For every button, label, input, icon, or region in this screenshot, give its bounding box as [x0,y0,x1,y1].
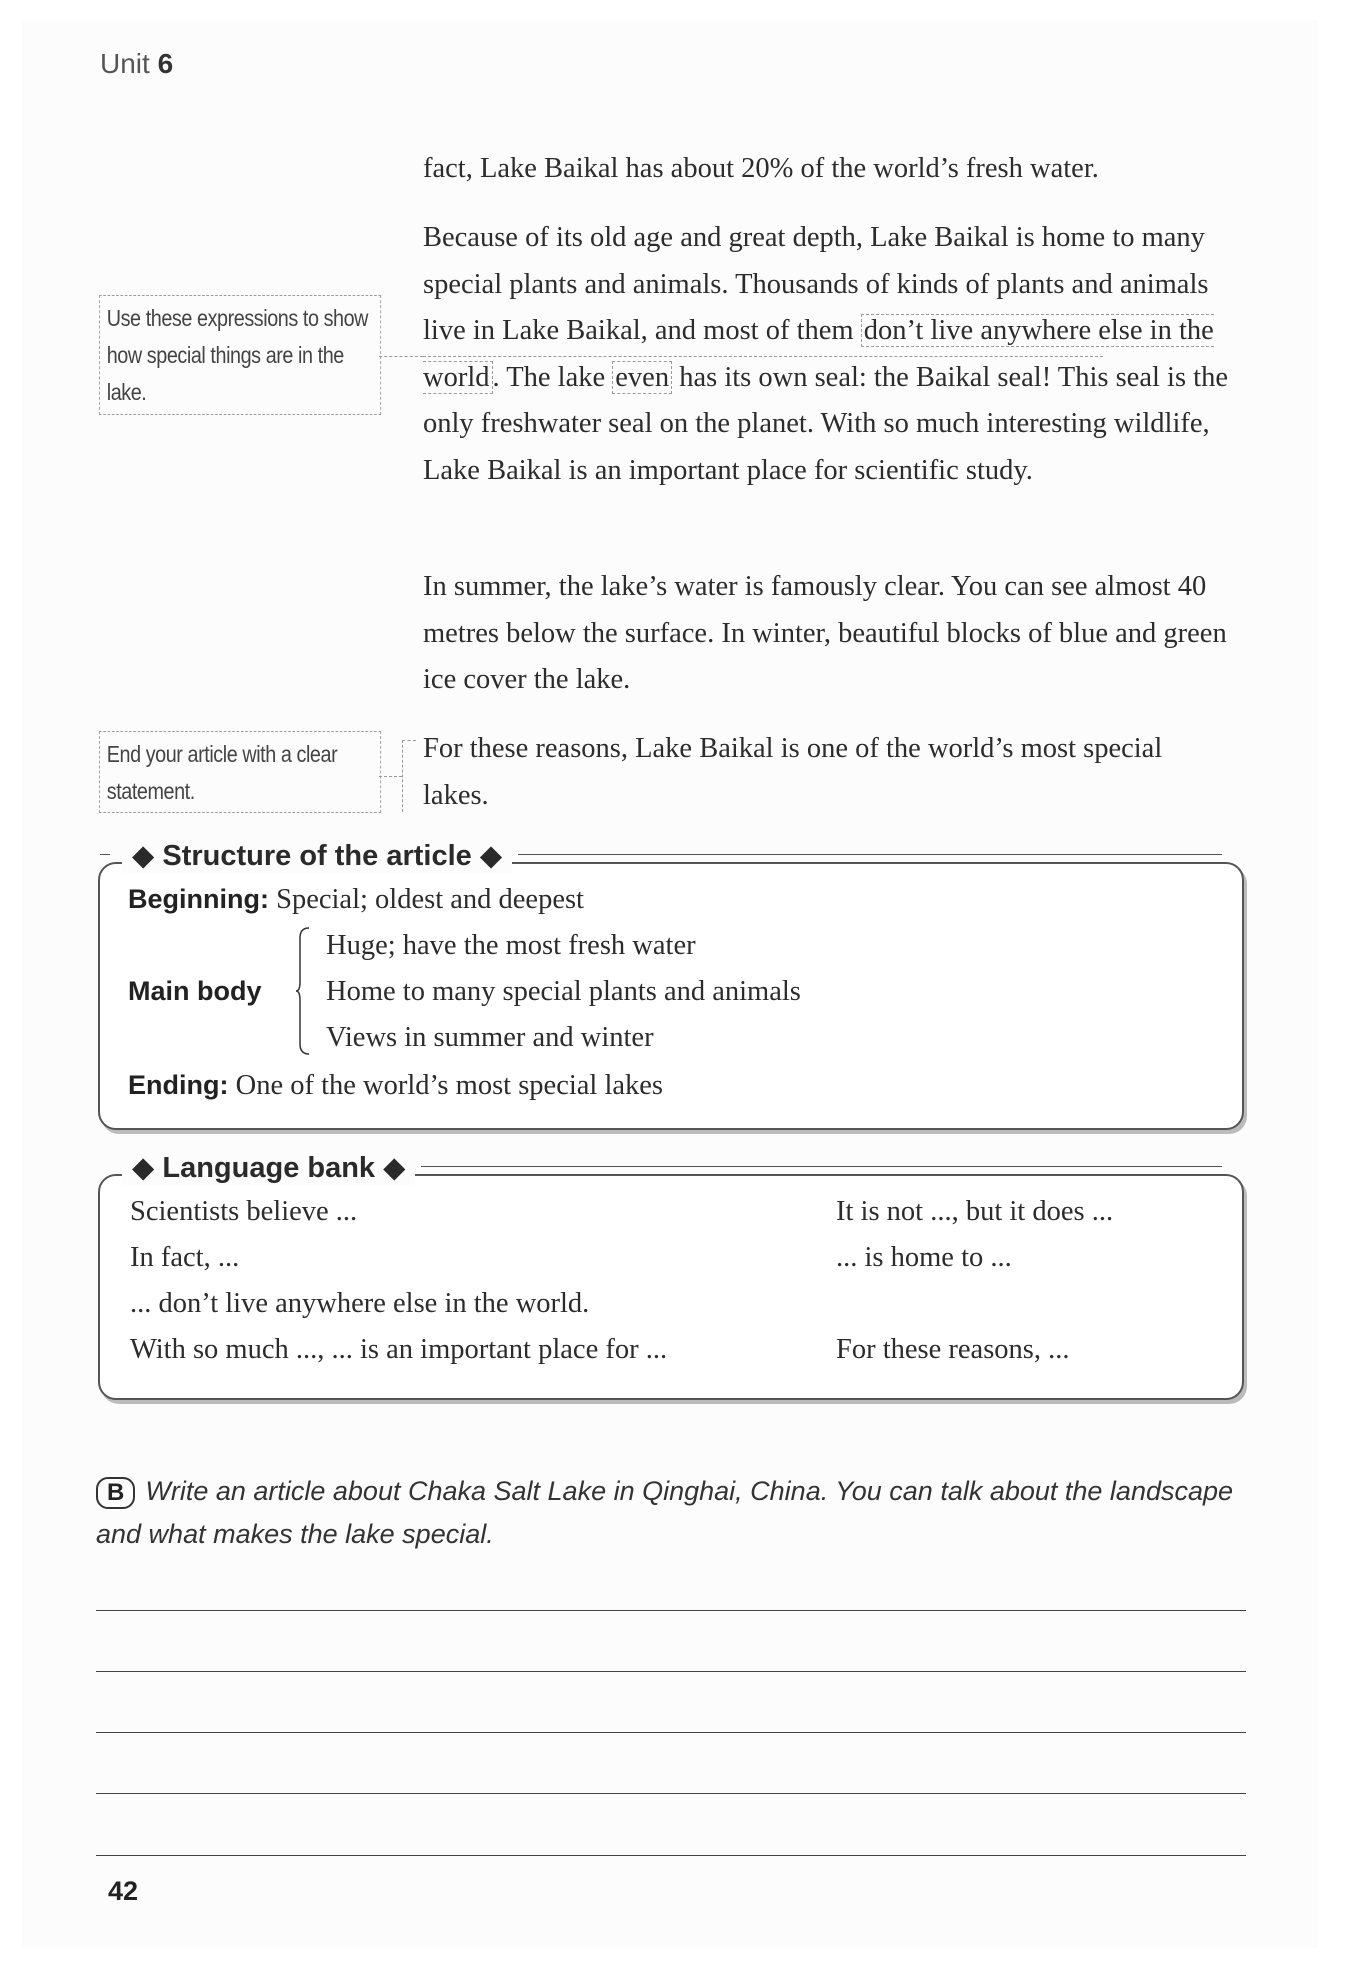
ending-text: One of the world’s most special lakes [235,1070,664,1101]
bank-left-3: ... don’t live anywhere else in the world. [130,1288,590,1319]
main-item-3: Views in summer and winter [326,1022,654,1053]
bank-left-4: With so much ..., ... is an important place for ... [130,1334,668,1365]
page-number: 42 [108,1876,139,1906]
bank-right-2: ... is home to ... [836,1242,1012,1273]
unit-header [100,48,173,80]
article-paragraph-0: fact, Lake Baikal has about 20% of the world’s fresh water. [423,153,1099,184]
note-connector [379,356,423,357]
bank-left-2: In fact, ... [130,1242,240,1273]
brace-icon [296,926,310,1056]
bank-left-1: Scientists believe ... [130,1196,358,1227]
task-instruction: Write an article about Chaka Salt Lake in Qinghai, China. You can talk about the landscape and what makes the lake special. [96,1476,1234,1549]
writing-line[interactable] [96,1671,1246,1672]
language-bank-title: ◆ Language bank ◆ [122,1150,415,1185]
structure-ending [128,1070,663,1102]
main-item-1: Huge; have the most fresh water [326,930,696,961]
highlight-expression-2: even [612,361,672,394]
structure-beginning [128,884,584,916]
unit-label: Unit [100,48,150,79]
bank-right-1: It is not ..., but it does ... [836,1196,1114,1227]
beginning-label: Beginning: [128,884,269,914]
unit-number: 6 [157,48,174,79]
box-rule [100,854,110,855]
note-connector [423,356,1103,357]
note-connector [402,740,403,812]
task-badge: B [96,1477,135,1509]
side-note-ending: End your article with a clear statement. [99,731,381,813]
paragraph-1-text-b: . The lake [492,361,606,393]
box-rule [421,1166,1222,1167]
paragraph-1-text-a: Because of its old age and great depth, Lake Baikal is home to many special plants and animals. Thousands of kinds of plants and animals live in Lake Baikal, and most of them [423,222,1209,346]
article-paragraph-2: In summer, the lake’s water is famously clear. You can see almost 40 metres below the surface. In winter, beautiful blocks of blue and green ice cover the lake. [423,571,1227,695]
note-connector [379,776,402,777]
ending-label: Ending: [128,1070,229,1100]
writing-line[interactable] [96,1793,1246,1794]
highlight-expression-1: don’t live anywhere else in the world [423,315,1214,393]
task-b [96,1470,1246,1556]
bank-right-3: For these reasons, ... [836,1334,1070,1365]
side-note-expressions: Use these expressions to show how special things are in the lake. [99,295,381,415]
article-paragraph-3: For these reasons, Lake Baikal is one of the world’s most special lakes. [423,733,1163,811]
writing-line[interactable] [96,1610,1246,1611]
structure-box [98,840,1244,1130]
main-item-2: Home to many special plants and animals [326,976,801,1007]
main-body-label: Main body [128,976,262,1006]
beginning-text: Special; oldest and deepest [276,884,584,915]
box-rule [518,854,1222,855]
writing-line[interactable] [96,1732,1246,1733]
structure-title: ◆ Structure of the article ◆ [122,838,512,873]
language-bank-box [98,1152,1244,1400]
writing-line[interactable] [96,1855,1246,1856]
article-paragraph-1 [423,215,1233,494]
paragraph-1-text-c: has its own seal: the Baikal seal! This seal is the only freshwater seal on the planet. With so much interesting wildlife, Lake Baikal is an important place for scientific study. [423,361,1228,486]
note-connector [402,740,416,741]
